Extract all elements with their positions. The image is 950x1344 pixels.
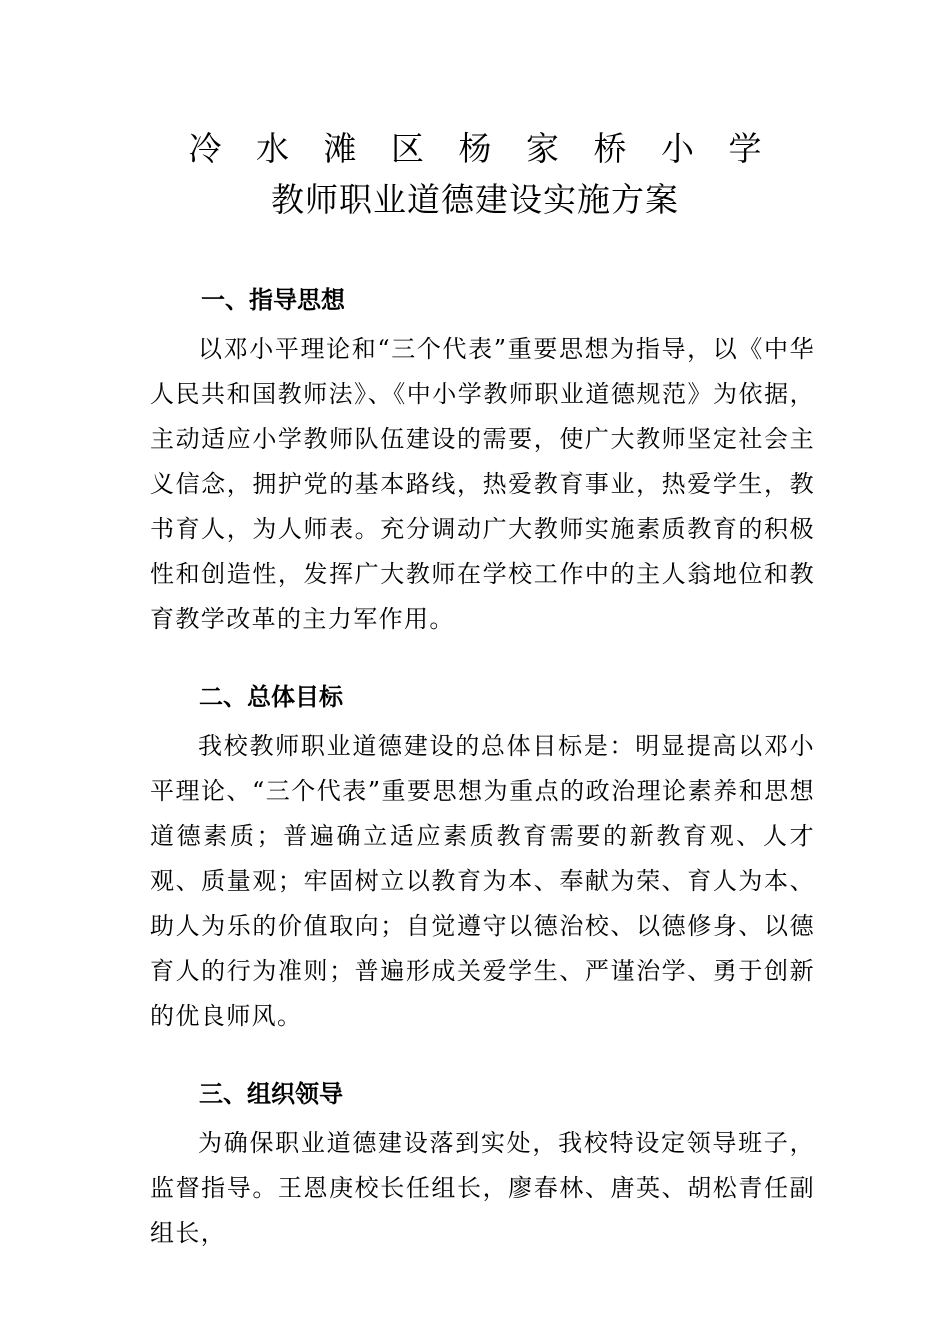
document-title-school: 冷 水 滩 区 杨 家 桥 小 学	[188, 129, 774, 168]
section-paragraph-guiding-ideology: 以邓小平理论和“三个代表”重要思想为指导，以《中华人民共和国教师法》、《中小学教师职业道德规范》为依据，主动适应小学教师队伍建设的需要，使广大教师坚定社会主义信念，拥护党的基本路线，热爱教育事业，热爱学生，教书育人，为人师表。充分调动广大教师实施素质教育的积极性和创造性，发挥广大教师在学校工作中的主人翁地位和教育教学改革的主力军作用。	[150, 335, 815, 633]
section-paragraph-leadership: 为确保职业道德建设落到实处，我校特设定领导班子，监督指导。王恩庚校长任组长，廖春林、唐英、胡松青任副组长，	[150, 1129, 815, 1247]
section-heading-overall-goal: 二、总体目标	[199, 683, 343, 711]
section-paragraph-overall-goal: 我校教师职业道德建设的总体目标是：明显提高以邓小平理论、“三个代表”重要思想为重点的政治理论素养和思想道德素质；普遍确立适应素质教育需要的新教育观、人才观、质量观；牢固树立以教育为本、奉献为荣、育人为本、助人为乐的价值取向；自觉遵守以德治校、以德修身、以德育人的行为准则；普遍形成关爱学生、严谨治学、勇于创新的优良师风。	[150, 732, 815, 1030]
section-heading-guiding-ideology: 一、指导思想	[201, 286, 345, 314]
document-title-plan: 教师职业道德建设实施方案	[271, 180, 679, 219]
section-heading-leadership: 三、组织领导	[199, 1080, 343, 1108]
